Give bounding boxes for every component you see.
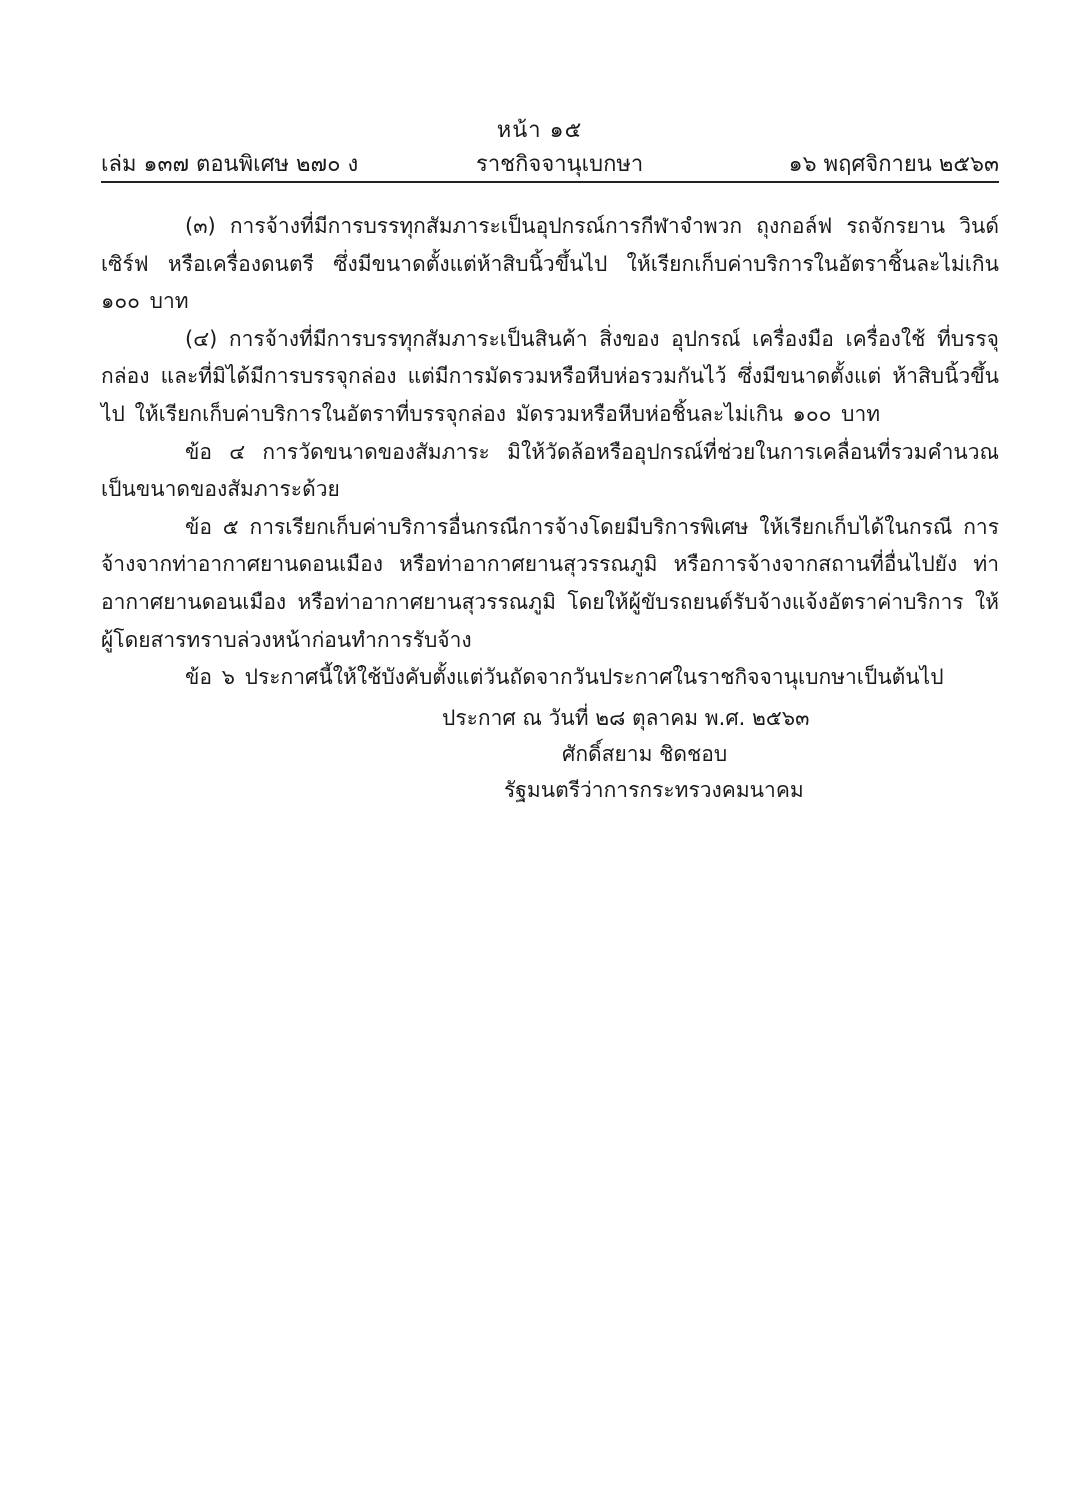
clause-paragraph-4: (๔) การจ้างที่มีการบรรทุกสัมภาระเป็นสินค้า สิ่งของ อุปกรณ์ เครื่องมือ เครื่องใช้ ที่บรรจุกล่อง และที่มิได้มีการบรรจุกล่อง แต่มีการมัดรวมหรือหีบห่อรวมกันไว้ ซึ่งมีขนาดตั้งแต่ ห้าสิบนิ้วขึ้นไป ให้เรียกเก็บค่าบริการในอัตราที่บรรจุกล่อง มัดรวมหรือหีบห่อชิ้นละไม่เกิน ๑๐๐ บาท xyxy=(101,326,999,426)
signatory-name: ศักดิ์สยาม ชิดชอบ xyxy=(562,742,728,766)
signatory-title: รัฐมนตรีว่าการกระทรวงคมนาคม xyxy=(504,778,804,802)
announcement-date: ประกาศ ณ วันที่ ๒๘ ตุลาคม พ.ศ. ๒๕๖๓ xyxy=(442,706,810,730)
signature-block xyxy=(380,700,940,808)
gazette-name: ราชกิจจานุเบกษา xyxy=(476,152,644,177)
volume-info: เล่ม ๑๓๗ ตอนพิเศษ ๒๗๐ ง xyxy=(101,152,359,177)
article-4-paragraph: ข้อ ๔ การวัดขนาดของสัมภาระ มิให้วัดล้อหรืออุปกรณ์ที่ช่วยในการเคลื่อนที่รวมคำนวณ เป็นขนาดของสัมภาระด้วย xyxy=(101,439,999,502)
page-number: หน้า ๑๕ xyxy=(496,118,583,143)
publication-date: ๑๖ พฤศจิกายน ๒๕๖๓ xyxy=(788,152,999,177)
clause-paragraph-3: (๓) การจ้างที่มีการบรรทุกสัมภาระเป็นอุปกรณ์การกีฬาจำพวก ถุงกอล์ฟ รถจักรยาน วินด์เซิร์ฟ หรือเครื่องดนตรี ซึ่งมีขนาดตั้งแต่ห้าสิบนิ้วขึ้นไป ให้เรียกเก็บค่าบริการในอัตราชิ้นละไม่เกิน ๑๐๐ บาท xyxy=(101,214,999,314)
document-body xyxy=(101,208,999,697)
header-divider xyxy=(101,181,999,183)
article-6-paragraph: ข้อ ๖ ประกาศนี้ให้ใช้บังคับตั้งแต่วันถัดจากวันประกาศในราชกิจจานุเบกษาเป็นต้นไป xyxy=(185,665,944,690)
gazette-header xyxy=(101,146,999,180)
article-5-paragraph: ข้อ ๕ การเรียกเก็บค่าบริการอื่นกรณีการจ้างโดยมีบริการพิเศษ ให้เรียกเก็บได้ในกรณี การจ้างจากท่าอากาศยานดอนเมือง หรือท่าอากาศยานสุวรรณภูมิ หรือการจ้างจากสถานที่อื่นไปยัง ท่าอากาศยานดอนเมือง หรือท่าอากาศยานสุวรรณภูมิ โดยให้ผู้ขับรถยนต์รับจ้างแจ้งอัตราค่าบริการ ให้ผู้โดยสารทราบล่วงหน้าก่อนทำการรับจ้าง xyxy=(101,514,999,652)
